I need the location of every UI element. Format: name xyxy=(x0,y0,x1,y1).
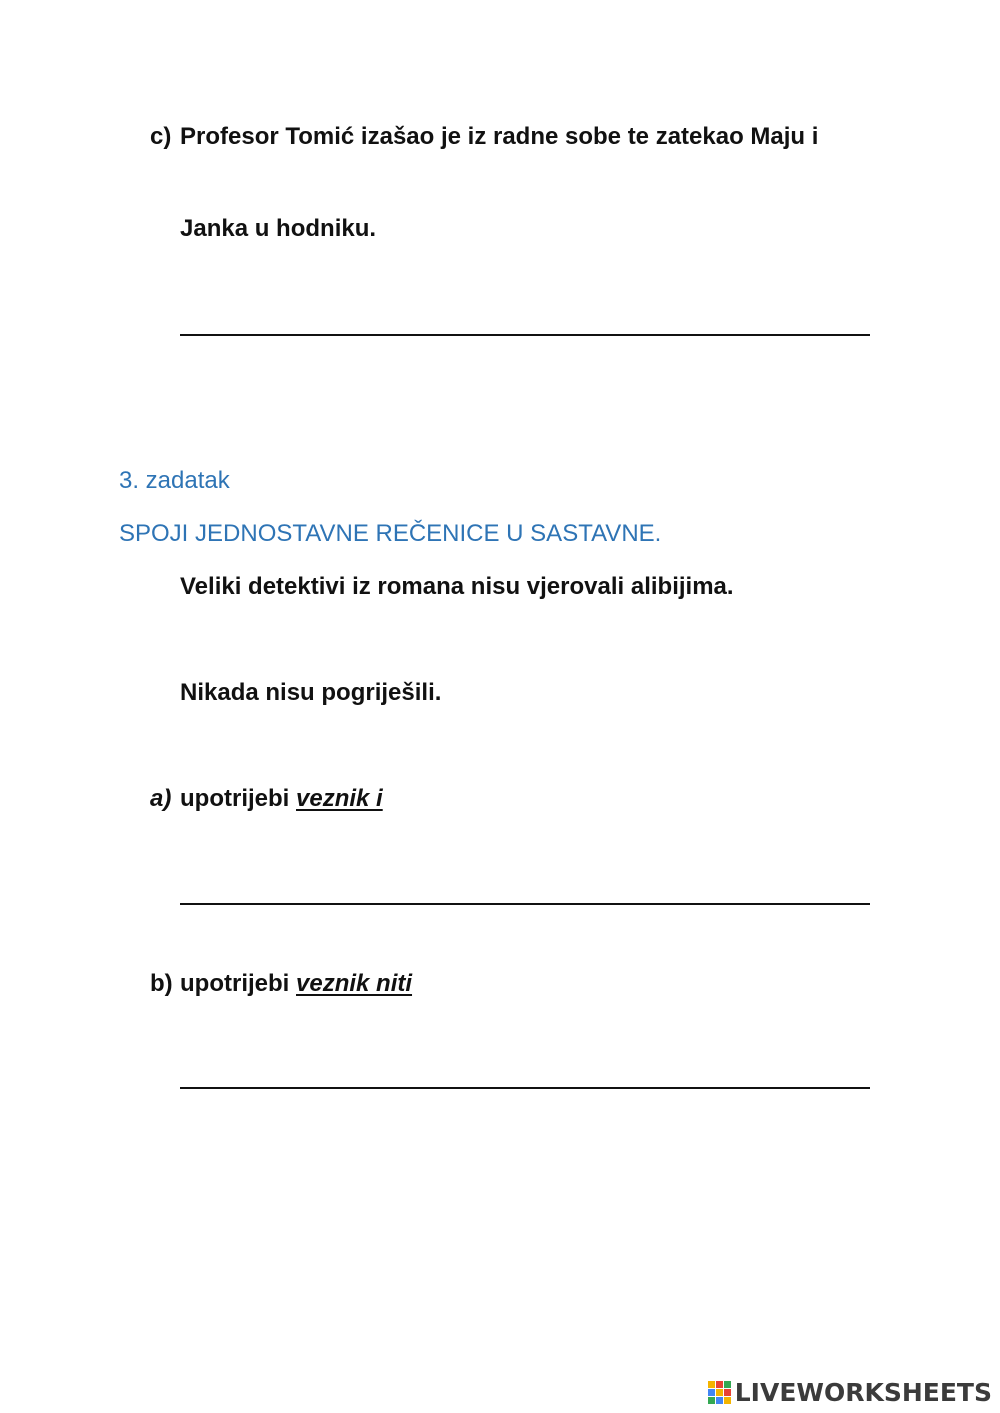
task3-sentence2: Nikada nisu pogriješili. xyxy=(180,679,442,706)
item-a-keyword: veznik i xyxy=(296,785,383,812)
item-a-text: upotrijebi xyxy=(180,785,290,812)
logo-grid-icon xyxy=(708,1381,731,1404)
item-b-keyword: veznik niti xyxy=(296,970,413,997)
task3-title: 3. zadatak xyxy=(119,467,230,494)
item-c-text: Profesor Tomić izašao je iz radne sobe te zatekao Maju i xyxy=(180,123,819,150)
logo-text: LIVEWORKSHEETS xyxy=(734,1378,992,1407)
item-a-marker: a) xyxy=(150,785,172,812)
item-a xyxy=(150,784,383,814)
item-c-line2: Janka u hodniku. xyxy=(180,215,377,242)
answer-line-c[interactable] xyxy=(180,334,870,336)
liveworksheets-logo xyxy=(708,1378,992,1407)
answer-line-a[interactable] xyxy=(180,903,870,905)
item-b xyxy=(150,969,412,999)
answer-line-b[interactable] xyxy=(180,1087,870,1089)
item-b-text: upotrijebi xyxy=(180,970,290,997)
item-b-marker: b) xyxy=(150,970,173,997)
item-c-marker: c) xyxy=(150,123,172,150)
task3-instruction: SPOJI JEDNOSTAVNE REČENICE U SASTAVNE. xyxy=(119,520,662,547)
item-c-line1 xyxy=(150,122,818,152)
task3-sentence1: Veliki detektivi iz romana nisu vjerovali alibijima. xyxy=(180,573,734,600)
